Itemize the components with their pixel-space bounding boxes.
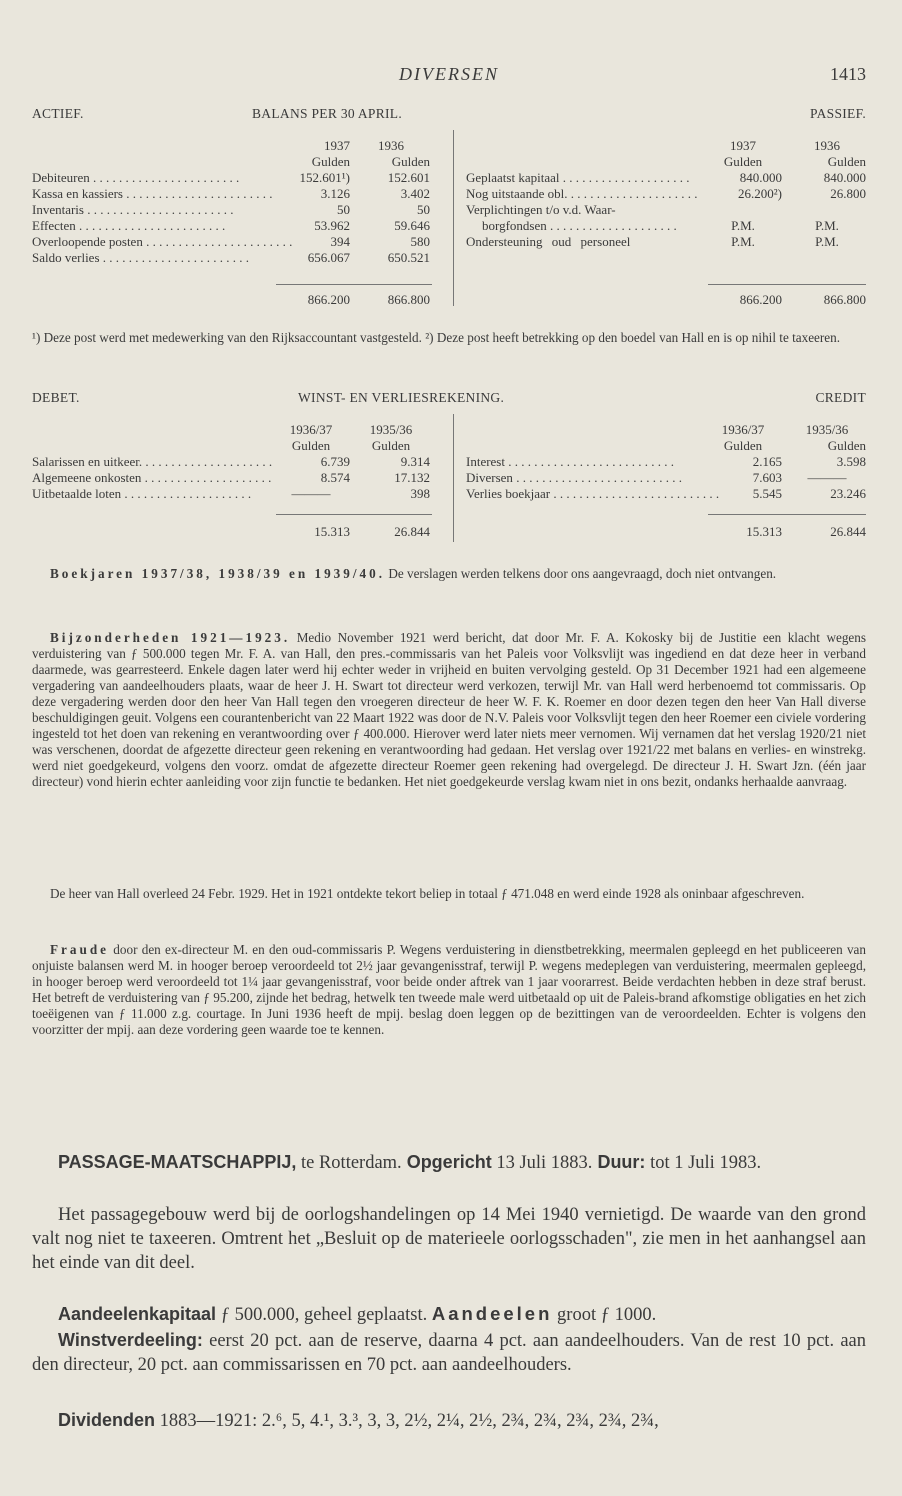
value-1937: 394 — [330, 234, 350, 249]
value-1936: 152.601 — [387, 170, 430, 185]
actief-table — [32, 138, 432, 266]
total-1936: 866.800 — [387, 292, 430, 307]
total-1937: 866.200 — [739, 292, 782, 307]
table-row: borgfondsen . . . . . . . . . . . . . . . . . . . . P.M. P.M. — [466, 218, 866, 234]
col-year-1936: 1936 — [814, 138, 840, 153]
col-year-1: 1936/37 — [289, 422, 333, 437]
dividenden-label: Dividenden — [58, 1410, 156, 1430]
value-1937: 656.067 — [307, 250, 350, 265]
winstverdeeling-line — [32, 1328, 866, 1377]
passief-table — [466, 138, 866, 250]
table-row: Uitbetaalde loten . . . . . . . . . . . . . . . . . . . . ——— 398 — [32, 486, 430, 501]
value-1937: 26.200²) — [738, 186, 782, 201]
col-year-2: 1935/36 — [369, 422, 413, 437]
value-2: 23.246 — [830, 486, 866, 501]
winst-heading — [32, 390, 866, 408]
value-2: 3.598 — [836, 454, 866, 469]
total-1: 15.313 — [746, 524, 782, 539]
col-year-1936: 1936 — [378, 138, 404, 153]
table-row: Debiteuren . . . . . . . . . . . . . . . . . . . . . . . 152.601¹) 152.601 — [32, 170, 430, 185]
table-row: Verlies boekjaar . . . . . . . . . . . . . . . . . . . . . . . . . . 5.545 23.246 — [466, 486, 866, 501]
col-unit: Gulden — [291, 438, 331, 453]
value-1936: 580 — [410, 234, 430, 249]
dividenden-text: 1883—1921: 2.⁶, 5, 4.¹, 3.³, 3, 3, 2½, 2¼, 2½, 2¾, 2¾, 2¾, 2¾, 2¾, — [155, 1411, 659, 1431]
aandeelenkapitaal-line — [32, 1302, 866, 1327]
value-1936: 840.000 — [823, 170, 866, 185]
table-row: Geplaatst kapitaal . . . . . . . . . . . . . . . . . . . . 840.000 840.000 — [466, 170, 866, 185]
debet-totals — [32, 524, 432, 540]
value-1: ——— — [291, 486, 331, 501]
row-label: Saldo verlies — [32, 250, 100, 265]
value-2: 17.132 — [394, 470, 430, 485]
col-unit: Gulden — [723, 154, 763, 169]
aandeelenkapitaal-value: ƒ 500.000, geheel geplaatst. — [216, 1305, 432, 1325]
row-label: borgfondsen — [482, 218, 547, 233]
row-label: Algemeene onkosten — [32, 470, 142, 485]
winst-divider — [453, 414, 454, 542]
duur-text: tot 1 Juli 1983. — [645, 1153, 762, 1173]
paragraph-boekjaren — [32, 566, 866, 582]
actief-totals — [32, 292, 432, 308]
dividenden-line — [32, 1408, 866, 1433]
table-row: Effecten . . . . . . . . . . . . . . . . . . . . . . . 53.962 59.646 — [32, 218, 430, 233]
winst-title: WINST- EN VERLIESREKENING. — [298, 390, 505, 405]
col-year-1937: 1937 — [730, 138, 756, 153]
credit-totals — [466, 524, 866, 540]
duur-label: Duur: — [592, 1152, 646, 1172]
value-1937: 3.126 — [320, 186, 350, 201]
row-label: Salarissen en uitkeer. — [32, 454, 143, 469]
aandeelen-value: groot ƒ 1000. — [552, 1305, 657, 1325]
opgericht-label: Opgericht — [401, 1152, 492, 1172]
credit-table — [466, 422, 866, 502]
row-label: Diversen — [466, 470, 513, 485]
running-title: DIVERSEN — [399, 64, 499, 84]
value-2: ——— — [807, 470, 847, 485]
debet-label: DEBET. — [32, 390, 80, 405]
value-1: 7.603 — [752, 470, 782, 485]
table-row: Saldo verlies . . . . . . . . . . . . . . . . . . . . . . . 656.067 650.521 — [32, 250, 430, 265]
value-1937: 840.000 — [739, 170, 782, 185]
value-1937: P.M. — [731, 218, 755, 233]
debet-table — [32, 422, 432, 502]
row-label: Inventaris — [32, 202, 84, 217]
table-row: Diversen . . . . . . . . . . . . . . . . . . . . . . . . . . 7.603 ——— — [466, 470, 866, 486]
paragraph-heading: Fraude — [50, 942, 110, 957]
paragraph-heading: Bijzonderheden 1921—1923. — [50, 630, 291, 645]
total-1: 15.313 — [314, 524, 350, 539]
value-1: 5.545 — [752, 486, 782, 501]
value-1936: 650.521 — [387, 250, 430, 265]
table-row: Inventaris . . . . . . . . . . . . . . . . . . . . . . . 50 50 — [32, 202, 430, 217]
col-unit: Gulden — [723, 438, 763, 453]
col-year-1: 1936/37 — [721, 422, 765, 437]
row-label: Nog uitstaande obl. — [466, 186, 568, 201]
row-label: Verplichtingen t/o v.d. Waar- — [466, 202, 616, 217]
winstverdeeling-text: eerst 20 pct. aan de reserve, daarna 4 pct. aan aandeelhouders. Van de rest 10 pct. aan den directeur, 20 pct. aan commissarissen en 70 pct. aan aandeelhouders. — [32, 1331, 866, 1375]
balans-footnote: ¹) Deze post werd met medewerking van den Rijksaccountant vastgesteld. ²) Deze post heeft betrekking op den boedel van Hall en is op nihil te taxeeren. — [32, 330, 841, 345]
page-header — [32, 64, 866, 88]
aandeelen-label: Aandeelen — [431, 1303, 553, 1324]
row-label: Verlies boekjaar — [466, 486, 551, 501]
value-1937: 152.601¹) — [299, 170, 350, 185]
paragraph-text: De verslagen werden telkens door ons aangevraagd, doch niet ontvangen. — [385, 566, 777, 581]
row-label: Uitbetaalde loten — [32, 486, 122, 501]
paragraph-bijzonderheden — [32, 630, 866, 790]
value-1936: P.M. — [815, 218, 839, 233]
table-row: Salarissen en uitkeer. . . . . . . . . . . . . . . . . . . . . 6.739 9.314 — [32, 454, 430, 469]
row-label: Effecten — [32, 218, 76, 233]
table-row — [466, 234, 866, 250]
col-year-2: 1935/36 — [805, 422, 849, 437]
total-2: 26.844 — [394, 524, 430, 539]
row-label: Overloopende posten — [32, 234, 143, 249]
total-2: 26.844 — [830, 524, 866, 539]
row-label: Geplaatst kapitaal — [466, 170, 560, 185]
actief-label: ACTIEF. — [32, 106, 84, 121]
value-2: 9.314 — [400, 454, 430, 469]
row-label: Kassa en kassiers — [32, 186, 123, 201]
col-unit: Gulden — [371, 438, 411, 453]
row-label: Debiteuren — [32, 170, 90, 185]
actief-total-rule — [276, 284, 432, 285]
paragraph-fraude — [32, 942, 866, 1038]
value-1936: 26.800 — [830, 186, 866, 201]
table-row — [466, 202, 866, 218]
balans-divider — [453, 130, 454, 306]
table-row: Nog uitstaande obl. . . . . . . . . . . . . . . . . . . . . 26.200²) 26.800 — [466, 186, 866, 201]
value-1936: P.M. — [815, 234, 839, 249]
winstverdeeling-label: Winstverdeeling: — [58, 1330, 203, 1350]
value-1936: 3.402 — [400, 186, 430, 201]
passage-description: Het passagegebouw werd bij de oorlogshandelingen op 14 Mei 1940 vernietigd. De waarde van den grond valt nog niet te taxeeren. Omtrent het „Besluit op de materieele oorlogsschaden", zie men in het aanhangsel aan het einde van dit deel. — [32, 1205, 866, 1273]
passief-total-rule — [708, 284, 866, 285]
value-1: 6.739 — [320, 454, 350, 469]
row-label: Interest — [466, 454, 505, 469]
value-1: 8.574 — [320, 470, 350, 485]
total-1936: 866.800 — [823, 292, 866, 307]
paragraph-heading: Boekjaren 1937/38, 1938/39 en 1939/40. — [50, 566, 386, 581]
col-unit: Gulden — [311, 154, 350, 169]
col-year-1937: 1937 — [324, 138, 350, 153]
value-1937: 53.962 — [314, 218, 350, 233]
value-1936: 50 — [417, 202, 430, 217]
company-location: te Rotterdam. — [296, 1153, 402, 1173]
col-unit: Gulden — [827, 438, 866, 453]
row-label: Ondersteuning oud personeel — [466, 234, 631, 249]
table-row: Overloopende posten . . . . . . . . . . . . . . . . . . . . . . . 394 580 — [32, 234, 430, 249]
debet-total-rule — [276, 514, 432, 515]
col-unit: Gulden — [827, 154, 866, 169]
opgericht-date: 13 Juli 1883. — [491, 1153, 593, 1173]
paragraph-text: Medio November 1921 werd bericht, dat door Mr. F. A. Kokosky bij de Justitie een klacht wegens verduistering van ƒ 500.000 tegen Mr. F. A. van Hall, den pres.-commissaris van het Paleis voor Volksvlijt was ingediend en dat deze heer in verband daarmede, was gearresteerd. Enkele dagen later werd hij echter weder in vrijheid en buiten vervolging gesteld. Op 31 December 1921 had een algemeene vergadering van aandeelhouders plaats, waar de heer J. H. Swart tot directeur werd verkozen, terwijl Mr. van Hall werd herbenoemd tot commissaris. Op deze vergadering werden door den heer Van Hall tegen den vroegeren directeur de heer W. F. K. Roemer en door dezen tegen den heer Van Hall diverse beschuldigingen geuit. Volgens een courantenbericht van 22 Maart 1922 was door de N.V. Paleis voor Volksvlijt tegen den heer Roemer een civiele vordering ingesteld tot het doen van rekening en verantwoording over ƒ 400.000. Hierover werd later niets meer vernomen. Wij vernamen dat het verslag 1920/21 niet was verschenen, doordat de afgezette directeur geen rekening en verantwoording had gedaan. Het verslag over 1921/22 met balans en verlies- en winstrekg. werd niet goedgekeurd, volgens den voorz. omdat de afgezette directeur Roemer geen rekening had overgelegd. De directeur J. H. Swart Jzn. (één jaar directeur) vond hierin echter aanleiding voor zijn functie te bedanken. Het niet goedgekeurde verslag kwam niet in ons bezit, ondanks herhaalde aanvraag. — [32, 630, 866, 789]
paragraph-text: door den ex-directeur M. en den oud-commissaris P. Wegens verduistering in dienstbetrekking, meermalen gepleegd en het publiceeren van onjuiste balansen werd M. in hooger beroep veroordeeld tot 2½ jaar gevangenisstraf, terwijl P. wegens medeplegen van verduistering, meermalen gepleegd, in hooger beroep werd veroordeeld tot 1¼ jaar gevangenisstraf, voor beide onder aftrek van 1 jaar voorarrest. Beide verdachten hebben in deze straf berust. Het betreft de verduistering van ƒ 95.200, zijnde het bedrag, hetwelk ten tweede male werd uitbetaald op uit de Paleis-brand afkomstige obligaties en het zich toeëigenen van ƒ 11.000 z.g. courtage. In Juni 1936 heeft de mpij. beslag doen leggen op de bezittingen van de veroordeelden. Echter is volgens den voorzitter der mpij. aan deze vordering geen waarde toe te kennen. — [32, 942, 866, 1037]
credit-label: CREDIT — [815, 390, 866, 405]
passief-label: PASSIEF. — [810, 106, 866, 121]
col-unit: Gulden — [391, 154, 430, 169]
value-1937: P.M. — [731, 234, 755, 249]
table-row: Interest . . . . . . . . . . . . . . . . . . . . . . . . . . 2.165 3.598 — [466, 454, 866, 469]
table-row: Algemeene onkosten . . . . . . . . . . . . . . . . . . . . 8.574 17.132 — [32, 470, 430, 485]
passage-entry-head — [32, 1150, 866, 1175]
paragraph-bijzonderheden-2: De heer van Hall overleed 24 Febr. 1929. Het in 1921 ontdekte tekort beliep in totaal ƒ 471.048 en werd einde 1928 als oninbaar afgeschreven. — [50, 886, 805, 901]
value-1937: 50 — [337, 202, 350, 217]
value-2: 398 — [410, 486, 430, 501]
balans-title: BALANS PER 30 APRIL. — [252, 106, 403, 121]
aandeelenkapitaal-label: Aandeelenkapitaal — [58, 1304, 217, 1324]
company-name: PASSAGE-MAATSCHAPPIJ, — [58, 1152, 297, 1172]
total-1937: 866.200 — [307, 292, 350, 307]
value-1936: 59.646 — [394, 218, 430, 233]
value-1: 2.165 — [752, 454, 782, 469]
passief-totals — [466, 292, 866, 308]
credit-total-rule — [708, 514, 866, 515]
balans-heading — [32, 106, 866, 124]
table-row: Kassa en kassiers . . . . . . . . . . . . . . . . . . . . . . . 3.126 3.402 — [32, 186, 430, 201]
page-number: 1413 — [830, 64, 866, 84]
